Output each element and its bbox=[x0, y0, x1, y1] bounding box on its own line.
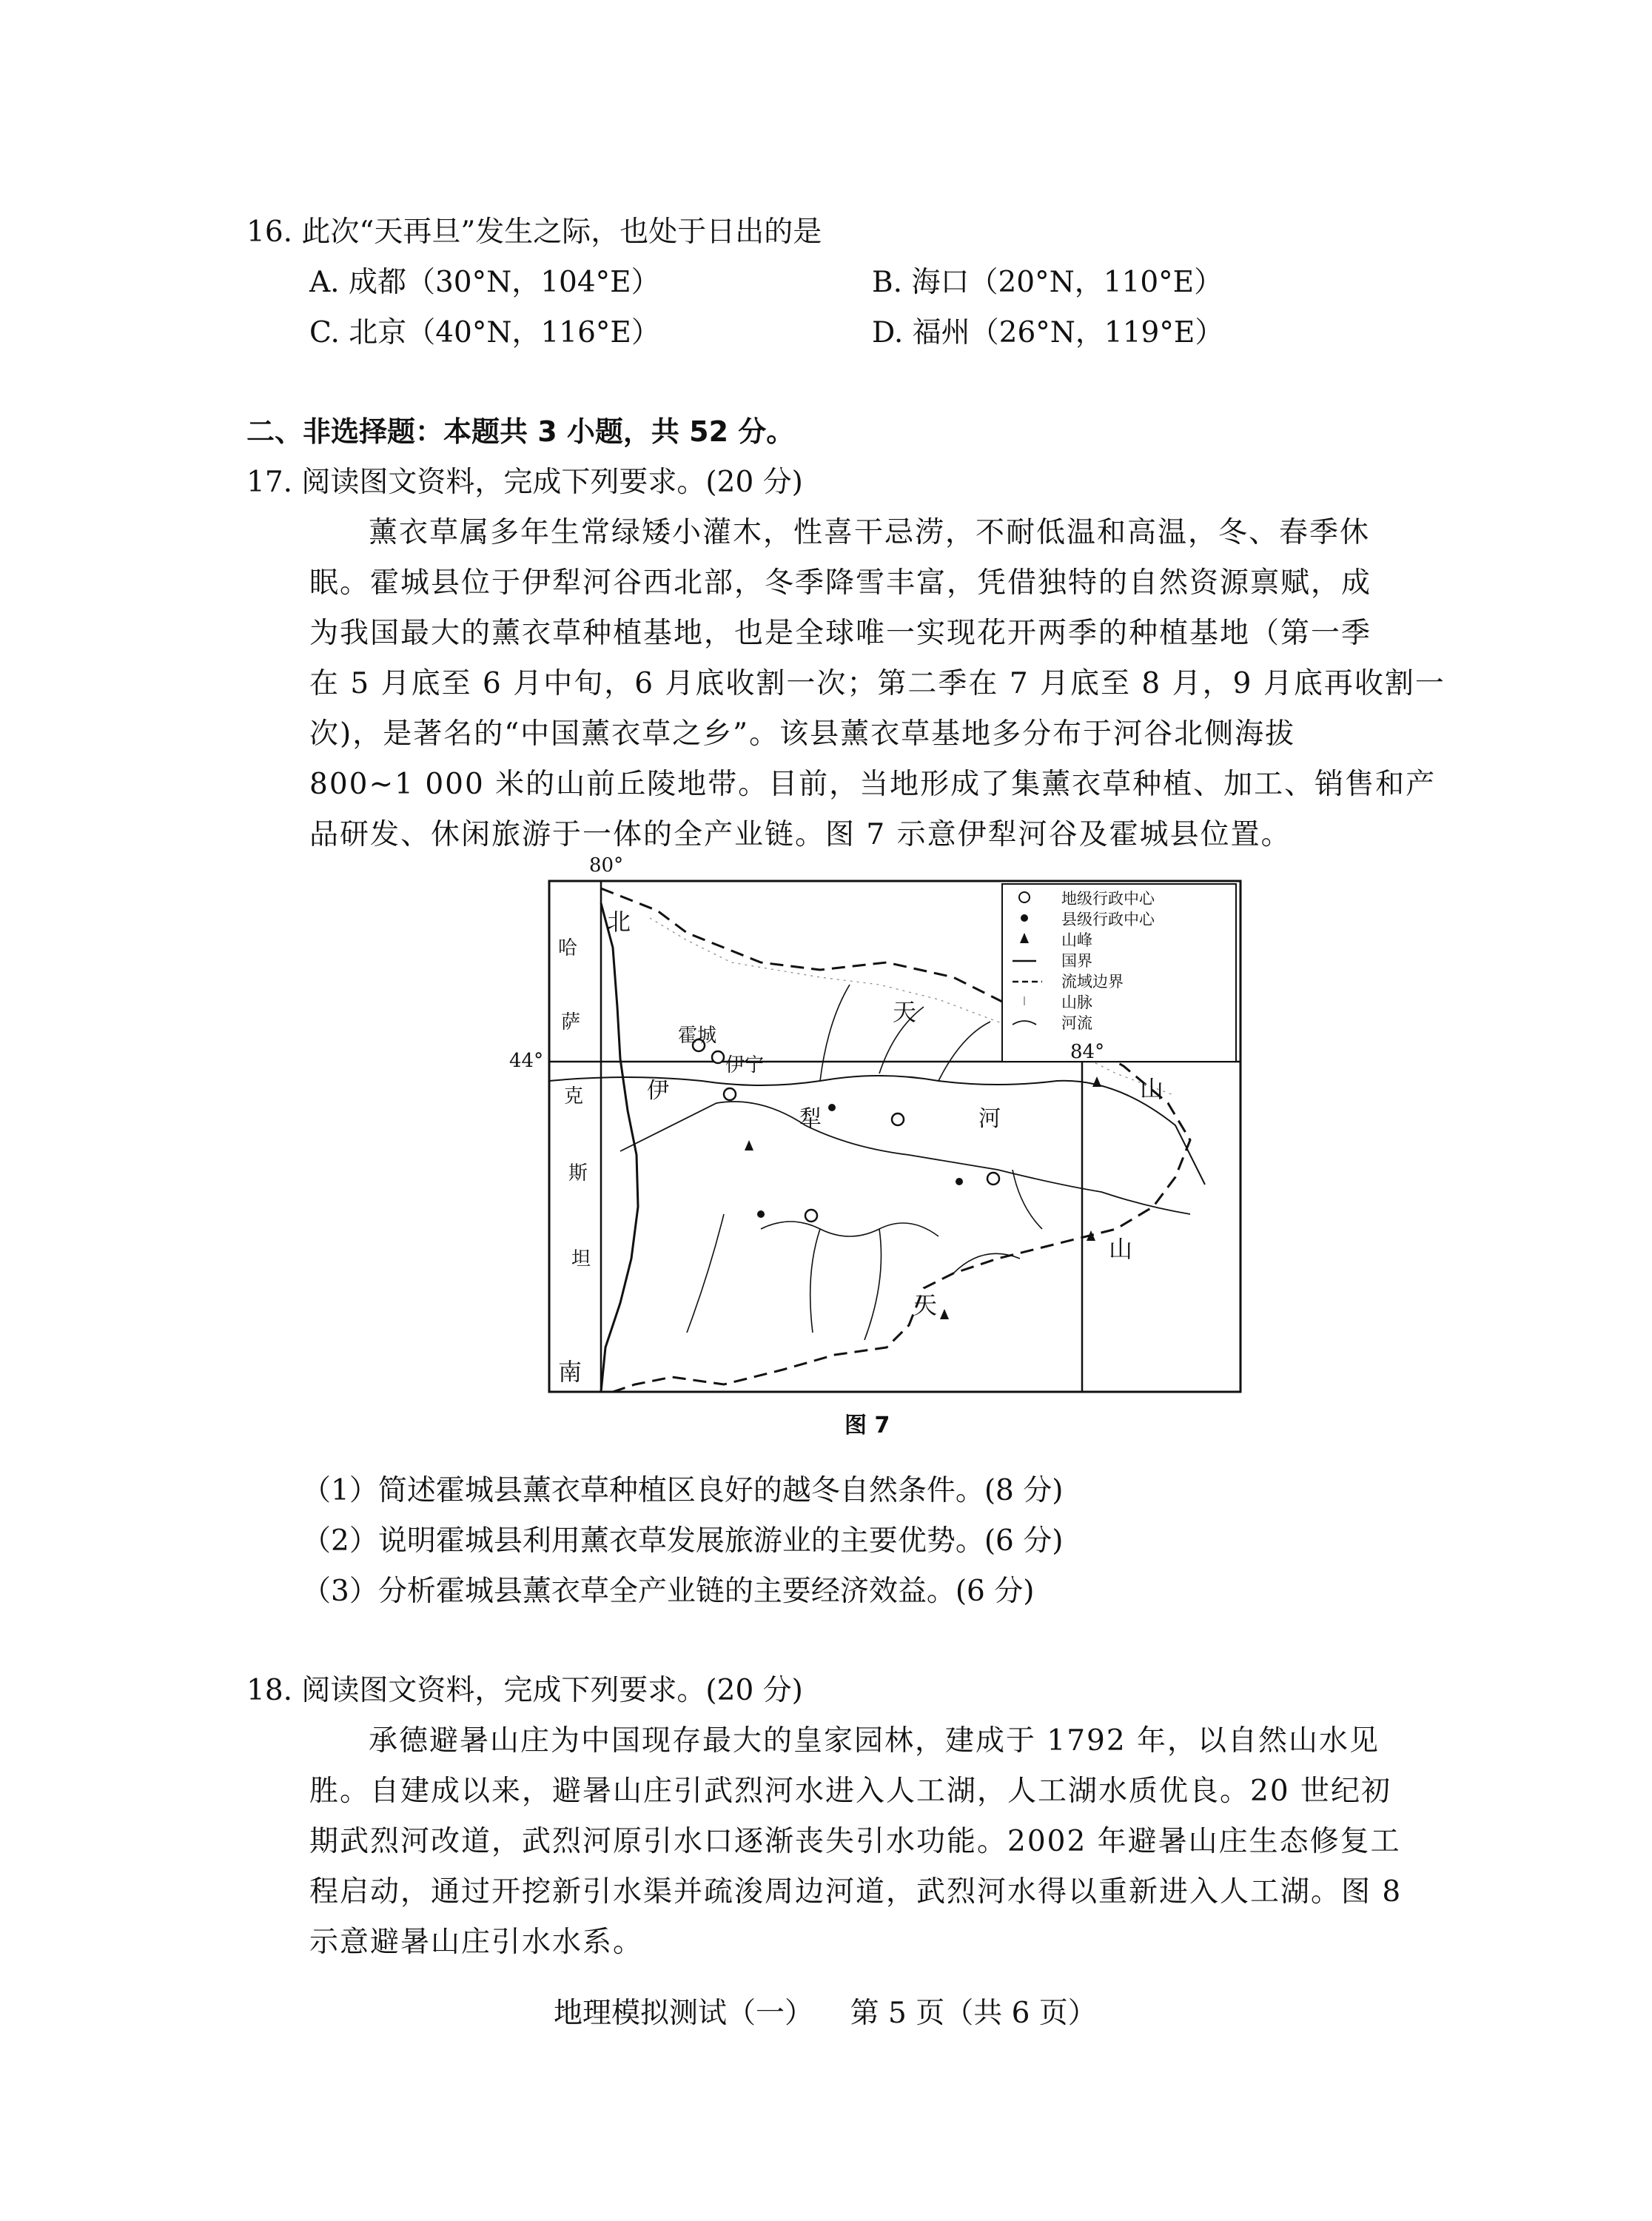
q18-paragraph-line: 示意避暑山庄引水水系。 bbox=[309, 1926, 644, 1959]
section-title: 二、非选择题：本题共 3 小题，共 52 分。 bbox=[246, 415, 795, 448]
q18-paragraph-line: 胜。自建成以来，避暑山庄引武烈河水进入人工湖，人工湖水质优良。20 世纪初 bbox=[309, 1775, 1392, 1808]
map-label-bei: 北 bbox=[607, 908, 631, 936]
map-label-ha: 哈 bbox=[558, 937, 578, 959]
q16-stem: 16. 此次“天再旦”发生之际，也处于日出的是 bbox=[246, 215, 822, 249]
map-label-shan-south: 山 bbox=[1109, 1235, 1133, 1263]
map-label-yi: 伊 bbox=[647, 1078, 669, 1104]
q17-paragraph-line: 在 5 月底至 6 月中旬，6 月底收割一次；第二季在 7 月底至 8 月，9 月底再收割一 bbox=[309, 667, 1446, 700]
figure-7-caption: 图 7 bbox=[845, 1413, 890, 1438]
national-border bbox=[601, 903, 638, 1392]
figure-7-map bbox=[509, 854, 1251, 1401]
q17-paragraph-line: 品研发、休闲旅游于一体的全产业链。图 7 示意伊犁河谷及霍城县位置。 bbox=[309, 818, 1292, 851]
latitude-44-label: 44° bbox=[509, 1050, 544, 1072]
river-tributary bbox=[810, 1229, 820, 1333]
q17-paragraph-line: 为我国最大的薰衣草种植基地，也是全球唯一实现花开两季的种植基地（第一季 bbox=[309, 617, 1372, 650]
legend-text: 地级行政中心 bbox=[1061, 890, 1155, 908]
map-label-ke: 克 bbox=[564, 1085, 584, 1108]
legend-text: 山脉 bbox=[1061, 994, 1092, 1011]
q18-paragraph-line: 程启动，通过开挖新引水渠并疏浚周边河道，武烈河水得以重新进入人工湖。图 8 bbox=[309, 1875, 1403, 1909]
q18-stem: 18. 阅读图文资料，完成下列要求。(20 分) bbox=[246, 1674, 803, 1707]
river-tributary bbox=[820, 985, 850, 1081]
prefecture-center bbox=[712, 1051, 724, 1063]
q17-sub-question-1: （1）简述霍城县薰衣草种植区良好的越冬自然条件。(8 分) bbox=[302, 1474, 1064, 1507]
map-label-nan: 南 bbox=[558, 1358, 582, 1386]
page-footer: 地理模拟测试（一） 第 5 页（共 6 页） bbox=[554, 1997, 1097, 2030]
map-label-si: 斯 bbox=[568, 1162, 588, 1185]
map-label-tian-north: 天 bbox=[893, 998, 917, 1026]
q17-stem: 17. 阅读图文资料，完成下列要求。(20 分) bbox=[246, 466, 803, 499]
q16-option-c: C. 北京（40°N，116°E） bbox=[309, 316, 660, 349]
river-tributary bbox=[620, 1102, 1190, 1214]
peak-triangle bbox=[940, 1309, 949, 1319]
q17-sub-question-3: （3）分析霍城县薰衣草全产业链的主要经济效益。(6 分) bbox=[302, 1575, 1035, 1608]
q18-paragraph-line: 承德避暑山庄为中国现存最大的皇家园林，建成于 1792 年，以自然山水见 bbox=[369, 1724, 1380, 1758]
map-label-sa: 萨 bbox=[561, 1011, 581, 1034]
map-label-tian-south: 天 bbox=[913, 1291, 938, 1319]
q17-paragraph-line: 次)，是著名的“中国薰衣草之乡”。该县薰衣草基地多分布于河谷北侧海拔 bbox=[309, 717, 1296, 751]
map-label-tan: 坦 bbox=[571, 1248, 591, 1270]
legend-filled-dot-icon bbox=[1021, 914, 1028, 922]
q18-paragraph-line: 期武烈河改道，武烈河原引水口逐渐丧失引水功能。2002 年避暑山庄生态修复工 bbox=[309, 1825, 1401, 1858]
prefecture-center bbox=[892, 1113, 904, 1125]
q17-sub-question-2: （2）说明霍城县利用薰衣草发展旅游业的主要优势。(6 分) bbox=[302, 1524, 1064, 1558]
prefecture-center bbox=[987, 1173, 999, 1185]
legend-open-circle-icon bbox=[1019, 892, 1030, 902]
peak-triangle bbox=[745, 1140, 753, 1150]
river-tributary bbox=[864, 1229, 882, 1340]
legend-text: 县级行政中心 bbox=[1061, 911, 1155, 928]
river-tributary bbox=[939, 1022, 990, 1081]
q16-option-a: A. 成都（30°N，104°E） bbox=[309, 266, 660, 299]
county-center bbox=[956, 1178, 963, 1185]
q16-option-b: B. 海口（20°N，110°E） bbox=[872, 266, 1223, 299]
legend-text: 河流 bbox=[1061, 1014, 1092, 1032]
longitude-80-label: 80° bbox=[589, 854, 624, 877]
map-label-he: 河 bbox=[978, 1106, 1001, 1132]
map-graphic bbox=[539, 859, 1251, 1401]
map-label-huocheng: 霍城 bbox=[678, 1025, 717, 1047]
map-label-yining: 伊宁 bbox=[725, 1054, 765, 1076]
prefecture-center bbox=[724, 1088, 736, 1100]
prefecture-center bbox=[805, 1210, 817, 1222]
q17-paragraph-line: 薰衣草属多年生常绿矮小灌木，性喜干忌涝，不耐低温和高温，冬、春季休 bbox=[369, 516, 1371, 549]
legend-text: 山峰 bbox=[1061, 931, 1092, 949]
river-tributary bbox=[761, 1222, 939, 1236]
map-label-shan-north: 山 bbox=[1140, 1075, 1164, 1103]
q16-option-d: D. 福州（26°N，119°E） bbox=[872, 316, 1224, 349]
q17-paragraph-line: 眠。霍城县位于伊犁河谷西北部，冬季降雪丰富，凭借独特的自然资源禀赋，成 bbox=[309, 566, 1372, 600]
county-center bbox=[828, 1104, 836, 1111]
map-label-li: 犁 bbox=[799, 1106, 822, 1132]
county-center bbox=[757, 1210, 765, 1218]
river-tributary bbox=[687, 1214, 724, 1333]
longitude-84-label: 84° bbox=[1070, 1041, 1105, 1063]
legend-text: 国界 bbox=[1061, 952, 1092, 970]
peak-triangle bbox=[1092, 1076, 1101, 1087]
legend-text: 流域边界 bbox=[1061, 973, 1124, 991]
q17-paragraph-line: 800~1 000 米的山前丘陵地带。目前，当地形成了集薰衣草种植、加工、销售和产 bbox=[309, 768, 1437, 801]
